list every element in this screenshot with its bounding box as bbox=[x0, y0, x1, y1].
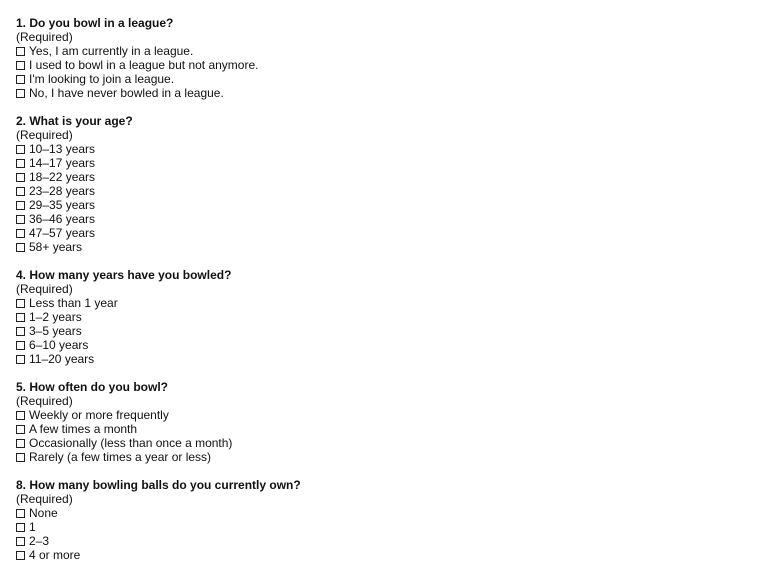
checkbox-icon[interactable] bbox=[16, 299, 25, 308]
question-frequency bbox=[16, 380, 746, 464]
option-checkbox[interactable] bbox=[16, 548, 746, 562]
option-label: 1–2 years bbox=[29, 310, 82, 324]
checkbox-icon[interactable] bbox=[16, 187, 25, 196]
option-label: I used to bowl in a league but not anymore. bbox=[29, 58, 259, 72]
required-label: (Required) bbox=[16, 282, 73, 296]
checkbox-icon[interactable] bbox=[16, 453, 25, 462]
option-checkbox[interactable] bbox=[16, 352, 746, 366]
option-checkbox[interactable] bbox=[16, 324, 746, 338]
checkbox-icon[interactable] bbox=[16, 439, 25, 448]
option-label: Rarely (a few times a year or less) bbox=[29, 450, 212, 464]
question-title: 5. How often do you bowl? bbox=[16, 380, 168, 394]
option-label: I'm looking to join a league. bbox=[29, 72, 175, 86]
option-checkbox[interactable] bbox=[16, 72, 746, 86]
option-checkbox[interactable] bbox=[16, 520, 746, 534]
option-label: 10–13 years bbox=[29, 142, 96, 156]
option-label: 29–35 years bbox=[29, 198, 96, 212]
question-age bbox=[16, 114, 746, 254]
option-checkbox[interactable] bbox=[16, 170, 746, 184]
option-label: 58+ years bbox=[29, 240, 83, 254]
option-label: 3–5 years bbox=[29, 324, 82, 338]
option-checkbox[interactable] bbox=[16, 422, 746, 436]
option-checkbox[interactable] bbox=[16, 450, 746, 464]
option-checkbox[interactable] bbox=[16, 338, 746, 352]
question-title: 8. How many bowling balls do you currently own? bbox=[16, 478, 301, 492]
option-checkbox[interactable] bbox=[16, 198, 746, 212]
checkbox-icon[interactable] bbox=[16, 201, 25, 210]
question-title: 2. What is your age? bbox=[16, 114, 133, 128]
option-label: 36–46 years bbox=[29, 212, 96, 226]
question-years-bowled bbox=[16, 268, 746, 366]
option-checkbox[interactable] bbox=[16, 226, 746, 240]
option-label: Occasionally (less than once a month) bbox=[29, 436, 233, 450]
option-label: Yes, I am currently in a league. bbox=[29, 44, 194, 58]
checkbox-icon[interactable] bbox=[16, 341, 25, 350]
required-label: (Required) bbox=[16, 128, 73, 142]
option-checkbox[interactable] bbox=[16, 184, 746, 198]
option-checkbox[interactable] bbox=[16, 240, 746, 254]
checkbox-icon[interactable] bbox=[16, 313, 25, 322]
option-checkbox[interactable] bbox=[16, 44, 746, 58]
checkbox-icon[interactable] bbox=[16, 355, 25, 364]
checkbox-icon[interactable] bbox=[16, 425, 25, 434]
checkbox-icon[interactable] bbox=[16, 327, 25, 336]
option-label: 23–28 years bbox=[29, 184, 96, 198]
option-label: Weekly or more frequently bbox=[29, 408, 169, 422]
checkbox-icon[interactable] bbox=[16, 411, 25, 420]
option-label: 47–57 years bbox=[29, 226, 96, 240]
option-checkbox[interactable] bbox=[16, 296, 746, 310]
option-checkbox[interactable] bbox=[16, 86, 746, 100]
option-checkbox[interactable] bbox=[16, 436, 746, 450]
checkbox-icon[interactable] bbox=[16, 145, 25, 154]
checkbox-icon[interactable] bbox=[16, 509, 25, 518]
checkbox-icon[interactable] bbox=[16, 47, 25, 56]
option-label: 11–20 years bbox=[29, 352, 95, 366]
checkbox-icon[interactable] bbox=[16, 523, 25, 532]
checkbox-icon[interactable] bbox=[16, 75, 25, 84]
checkbox-icon[interactable] bbox=[16, 537, 25, 546]
option-label: 6–10 years bbox=[29, 338, 89, 352]
checkbox-icon[interactable] bbox=[16, 229, 25, 238]
option-label: Less than 1 year bbox=[29, 296, 118, 310]
question-title: 4. How many years have you bowled? bbox=[16, 268, 232, 282]
option-checkbox[interactable] bbox=[16, 58, 746, 72]
checkbox-icon[interactable] bbox=[16, 159, 25, 168]
survey-form bbox=[16, 16, 746, 576]
option-label: 14–17 years bbox=[29, 156, 96, 170]
option-label: 2–3 bbox=[29, 534, 50, 548]
option-checkbox[interactable] bbox=[16, 156, 746, 170]
checkbox-icon[interactable] bbox=[16, 173, 25, 182]
option-label: None bbox=[29, 506, 58, 520]
option-checkbox[interactable] bbox=[16, 142, 746, 156]
option-checkbox[interactable] bbox=[16, 506, 746, 520]
required-label: (Required) bbox=[16, 394, 73, 408]
option-checkbox[interactable] bbox=[16, 310, 746, 324]
option-label: A few times a month bbox=[29, 422, 138, 436]
option-checkbox[interactable] bbox=[16, 408, 746, 422]
required-label: (Required) bbox=[16, 492, 73, 506]
checkbox-icon[interactable] bbox=[16, 551, 25, 560]
required-label: (Required) bbox=[16, 30, 73, 44]
checkbox-icon[interactable] bbox=[16, 215, 25, 224]
checkbox-icon[interactable] bbox=[16, 89, 25, 98]
option-label: 1 bbox=[29, 520, 36, 534]
question-title: 1. Do you bowl in a league? bbox=[16, 16, 174, 30]
option-label: 18–22 years bbox=[29, 170, 96, 184]
option-label: No, I have never bowled in a league. bbox=[29, 86, 224, 100]
question-bowling-balls bbox=[16, 478, 746, 562]
question-league bbox=[16, 16, 746, 100]
checkbox-icon[interactable] bbox=[16, 243, 25, 252]
option-checkbox[interactable] bbox=[16, 212, 746, 226]
option-label: 4 or more bbox=[29, 548, 81, 562]
option-checkbox[interactable] bbox=[16, 534, 746, 548]
checkbox-icon[interactable] bbox=[16, 61, 25, 70]
